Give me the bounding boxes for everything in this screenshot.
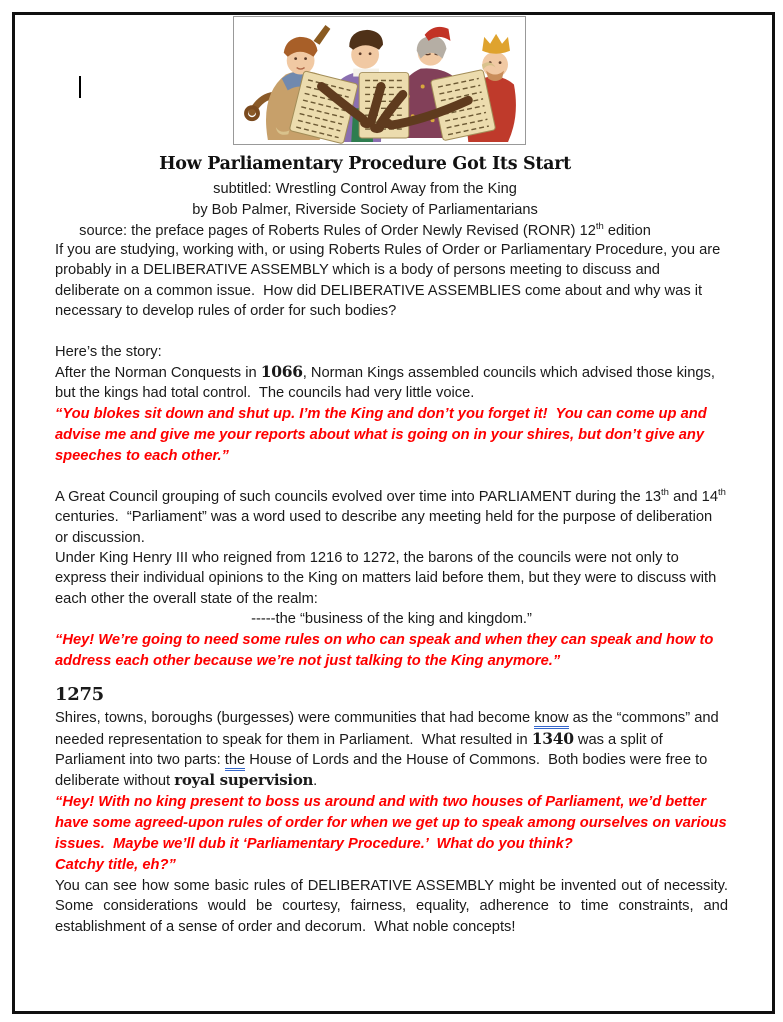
paragraph-closing: You can see how some basic rules of DELIBERATIVE ASSEMBLY might be invented out of necessity. Some considerations would be courtesy, fairness, equality, adherence to time constraints, and establishment of a sense of order and decorum. What noble concepts! — [55, 877, 737, 935]
quote-text: Catchy title, eh?” — [55, 856, 176, 873]
header-illustration — [233, 16, 526, 145]
blank-line — [55, 672, 728, 685]
text-run: and 14 — [668, 488, 718, 505]
text-run: , Norman Kings assembled councils which advised those kings, but the kings had total control. The councils had very little voice. — [55, 365, 720, 402]
quote-two-houses — [55, 792, 731, 876]
grammar-underlined-word: the — [225, 752, 245, 771]
quote-text: “Hey! With no king present to boss us around and with two houses of Parliament, we’d better have some agreed-upon rules of order for when we get up to speak among ourselves on various issues. Maybe we’ll dub it ‘Parliamentary Procedure.’ What do you think? — [55, 793, 731, 852]
text-run: After the Norman Conquests in — [55, 365, 261, 382]
document-header — [40, 154, 690, 242]
royal-supervision-bold: royal supervision — [174, 771, 314, 790]
source-superscript: th — [595, 221, 604, 233]
paragraph-intro: If you are studying, working with, or using Roberts Rules of Order or Parliamentary Procedure, you are probably in a DELIBERATIVE ASSEMBLY which is a body of persons meeting to discuss and deliberate on a common issue. How did DELIBERATIVE ASSEMBLIES come about and why was it necessary to develop rules of order for such bodies? — [55, 242, 725, 320]
paragraph-shires — [55, 708, 728, 792]
quote-king-speech: “You blokes sit down and shut up. I’m the King and don’t you forget it! You can come up and advise me and give me your reports about what is going on in your shires, but don’t give any speeches to each other.” — [55, 405, 711, 464]
ordinal-superscript: th — [718, 486, 726, 498]
text-run: . — [313, 773, 318, 790]
medieval-scroll-cartoon — [234, 17, 525, 144]
year-1066: 1066 — [260, 362, 303, 382]
paragraph-henry-iii: Under King Henry III who reigned from 1216 to 1272, the barons of the councils were not only to express their individual opinions to the King on matters laid before them, but they were to discuss with each other the overall state of the realm: — [55, 550, 721, 607]
ordinal-superscript: th — [661, 486, 669, 498]
blank-line — [55, 467, 728, 487]
quote-need-rules: “Hey! We’re going to need some rules on who can speak and when they can speak and how to address each other because we’re not just talking to the King anymore.” — [55, 631, 718, 669]
year-heading-1275: 1275 — [55, 683, 104, 705]
text-cursor-caret — [79, 76, 81, 98]
text-run: House of Lords and the House of Commons. Both bodies were free to deliberate without — [55, 751, 712, 790]
subtitle-line: subtitled: Wrestling Control Away from the King — [213, 181, 517, 197]
grammar-underlined-word: know — [534, 710, 568, 729]
byline: by Bob Palmer, Riverside Society of Parliamentarians — [192, 202, 538, 218]
text-run: as the “commons” and needed representation to speak for them in Parliament. What resulted in — [55, 710, 723, 748]
source-text: source: the preface pages of Roberts Rules of Order Newly Revised (RONR) 12 — [79, 223, 596, 239]
source-line — [40, 221, 690, 242]
text-run: Shires, towns, boroughs (burgesses) were communities that had become — [55, 710, 535, 727]
paragraph-norman-conquest — [55, 362, 728, 404]
blank-line — [55, 322, 728, 342]
paragraph-story-lead: Here’s the story: — [55, 343, 162, 360]
text-run: was a split of Parliament into two parts: — [55, 731, 667, 768]
document-body — [55, 240, 737, 937]
year-1340: 1340 — [531, 728, 574, 748]
source-text-end: edition — [603, 223, 651, 239]
text-run: A Great Council grouping of such councils evolved over time into PARLIAMENT during the 13 — [55, 488, 662, 505]
business-of-king-line: -----the “business of the king and kingdom.” — [251, 611, 532, 628]
page-title: How Parliamentary Procedure Got Its Start — [159, 154, 571, 174]
paragraph-great-council — [55, 486, 731, 548]
text-run: centuries. “Parliament” was a word used to describe any meeting held for the purpose of deliberation or discussion. — [55, 488, 731, 546]
